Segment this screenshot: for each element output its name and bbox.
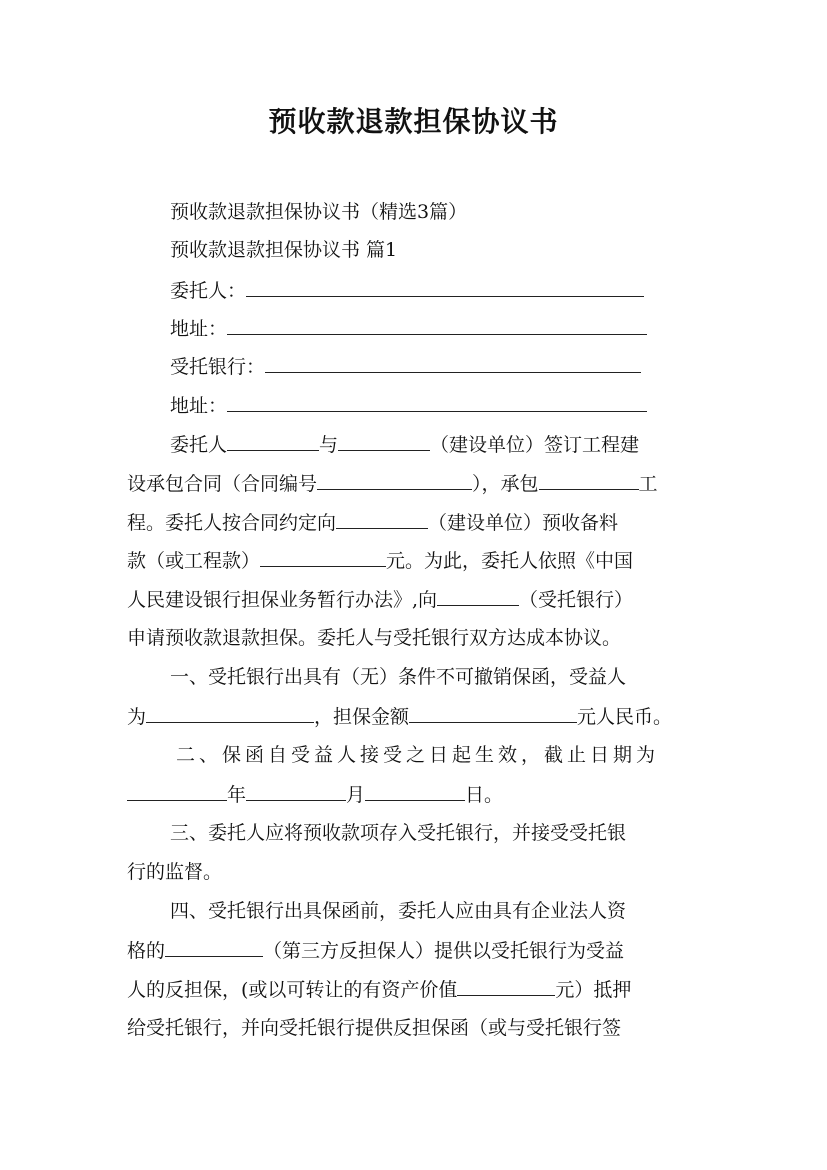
beneficiary-blank <box>146 704 314 723</box>
body-line: 为 ，担保金额 元人民币。 <box>127 706 673 728</box>
day-blank <box>365 782 465 801</box>
client-blank <box>246 278 644 297</box>
year-blank <box>127 782 227 801</box>
body-line: 人的反担保，(或以可转让的有资产价值 元）抵押 <box>127 979 632 1001</box>
address-field-2 <box>170 393 710 418</box>
clause-4: 四、受托银行出具保函前，委托人应由具有企业法人资 <box>170 900 627 922</box>
body-line: 申请预收款退款担保。委托人与受托银行双方达成本协议。 <box>127 627 622 649</box>
body-line: 年 月 日。 <box>127 782 707 807</box>
body-line: 设承包合同（合同编号 ），承包 工 <box>127 473 658 495</box>
subtitle-line: 预收款退款担保协议书（精选3篇） <box>170 201 468 223</box>
blank <box>338 432 430 451</box>
body-line: 格的 （第三方反担保人）提供以受托银行为受益 <box>127 940 625 962</box>
bank-label: 受托银行： <box>170 356 266 378</box>
body-line: 给受托银行，并向受托银行提供反担保函（或与受托银行签 <box>127 1017 622 1039</box>
month-blank <box>246 782 346 801</box>
document-title: 预收款退款担保协议书 <box>268 105 559 138</box>
body-line: 程。委托人按合同约定向 （建设单位）预收备料 <box>127 512 619 534</box>
clause-1: 一、受托银行出具有（无）条件不可撤销保函，受益人 <box>170 666 627 688</box>
bank-blank <box>265 354 641 373</box>
section-heading: 预收款退款担保协议书 篇1 <box>170 239 398 261</box>
address-blank-2 <box>227 393 647 412</box>
address-label: 地址： <box>170 318 228 340</box>
blank <box>165 938 263 957</box>
blank <box>457 977 555 996</box>
body-line: 委托人 与 （建设单位）签订工程建 <box>170 434 640 456</box>
blank <box>227 432 319 451</box>
clause-2: 二、保函自受益人接受之日起生效，截止日期为 <box>176 744 660 766</box>
body-line: 款（或工程款） 元。为此，委托人依照《中国 <box>127 550 634 572</box>
bank-field <box>170 354 710 379</box>
address-blank <box>227 316 647 335</box>
client-label: 委托人： <box>170 280 247 302</box>
body-line: 人民建设银行担保业务暂行办法》,向 （受托银行） <box>127 589 634 611</box>
client-field <box>170 278 710 303</box>
address-label-2: 地址： <box>170 395 228 417</box>
address-field <box>170 316 710 341</box>
amount-blank <box>260 548 386 567</box>
blank <box>539 471 639 490</box>
clause-3: 三、委托人应将预收款项存入受托银行，并接受受托银 <box>170 822 627 844</box>
blank <box>437 587 519 606</box>
contract-number-blank <box>317 471 472 490</box>
guarantee-amount-blank <box>409 704 577 723</box>
body-line: 行的监督。 <box>127 861 223 883</box>
blank <box>336 510 428 529</box>
